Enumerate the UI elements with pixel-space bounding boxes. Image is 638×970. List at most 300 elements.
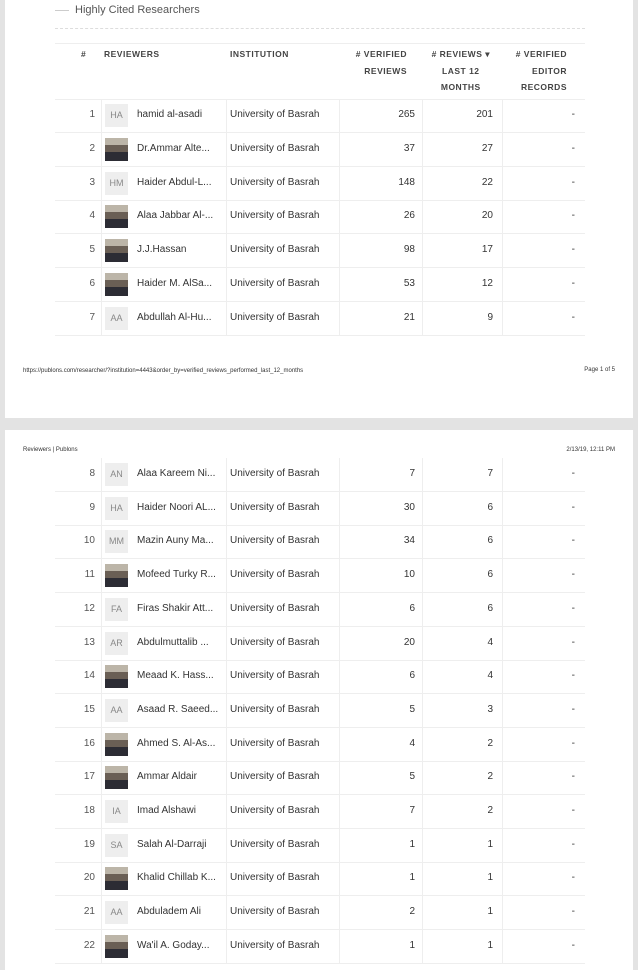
column-divider <box>226 694 227 727</box>
editor-records: - <box>571 602 575 614</box>
avatar[interactable] <box>105 867 128 890</box>
verified-reviews: 7 <box>409 468 415 479</box>
institution-link[interactable]: University of Basrah <box>230 838 320 850</box>
verified-reviews: 1 <box>409 872 415 884</box>
verified-reviews: 6 <box>409 602 415 614</box>
column-divider <box>422 627 423 660</box>
institution-link[interactable]: University of Basrah <box>230 244 320 256</box>
rank: 18 <box>83 805 95 816</box>
column-divider <box>101 896 102 929</box>
column-divider <box>422 660 423 693</box>
column-divider <box>226 200 227 233</box>
avatar[interactable] <box>105 665 128 688</box>
reviewer-name-link[interactable]: Wa'il A. Goday... <box>137 939 210 951</box>
verified-reviews: 37 <box>403 142 415 154</box>
avatar[interactable]: MM <box>105 530 128 553</box>
column-divider <box>502 234 503 267</box>
checkbox-icon[interactable] <box>55 9 69 11</box>
column-divider <box>502 525 503 558</box>
table-row <box>55 167 585 201</box>
verified-reviews: 34 <box>403 535 415 547</box>
table-row <box>55 525 585 559</box>
column-divider <box>422 268 423 301</box>
rank: 2 <box>89 142 95 154</box>
reviewer-name-link[interactable]: Mofeed Turky R... <box>137 569 216 581</box>
editor-records: - <box>571 535 575 547</box>
column-divider <box>226 133 227 166</box>
column-divider <box>502 728 503 761</box>
column-divider <box>502 694 503 727</box>
institution-link[interactable]: University of Basrah <box>230 670 320 682</box>
column-divider <box>502 761 503 794</box>
editor-records: - <box>571 670 575 682</box>
editor-records: - <box>571 569 575 581</box>
editor-records: - <box>571 244 575 256</box>
institution-link[interactable]: University of Basrah <box>230 771 320 783</box>
column-divider <box>226 268 227 301</box>
reviews-last-12: 2 <box>487 771 493 783</box>
institution-link[interactable]: University of Basrah <box>230 278 320 289</box>
rank: 22 <box>83 939 95 951</box>
institution-link[interactable]: University of Basrah <box>230 109 320 120</box>
reviews-last-12: 17 <box>481 244 493 256</box>
reviewer-name-link[interactable]: Ammar Aldair <box>137 771 198 783</box>
column-divider <box>339 728 340 761</box>
rank: 15 <box>83 703 95 715</box>
column-divider <box>101 167 102 200</box>
institution-link[interactable]: University of Basrah <box>230 939 320 951</box>
institution-link[interactable]: University of Basrah <box>230 737 320 749</box>
column-divider <box>339 525 340 558</box>
column-divider <box>339 930 340 963</box>
table-row <box>55 492 585 526</box>
column-divider <box>339 458 340 491</box>
column-divider <box>226 559 227 592</box>
reviewer-name-link[interactable]: Haider Noori AL... <box>137 501 216 513</box>
column-divider <box>339 795 340 828</box>
institution-link[interactable]: University of Basrah <box>230 569 320 581</box>
reviewer-name-link[interactable]: Abduladem Ali <box>137 906 201 918</box>
column-divider <box>101 302 102 335</box>
column-divider <box>502 200 503 233</box>
column-divider <box>422 728 423 761</box>
rank: 1 <box>89 109 95 120</box>
column-divider <box>226 862 227 895</box>
editor-records: - <box>571 838 575 850</box>
reviews-last-12: 12 <box>481 278 493 289</box>
table-row <box>55 896 585 930</box>
verified-reviews: 98 <box>403 244 415 256</box>
institution-link[interactable]: University of Basrah <box>230 602 320 614</box>
column-divider <box>226 167 227 200</box>
rank: 20 <box>83 872 95 884</box>
reviewer-name-link[interactable]: Alaa Kareem Ni... <box>137 468 216 479</box>
column-divider <box>339 99 340 132</box>
column-divider <box>226 761 227 794</box>
institution-link[interactable]: University of Basrah <box>230 142 320 154</box>
column-divider <box>339 167 340 200</box>
column-divider <box>502 862 503 895</box>
editor-records: - <box>571 176 575 188</box>
verified-reviews: 148 <box>398 176 415 188</box>
column-divider <box>101 99 102 132</box>
column-divider <box>101 593 102 626</box>
verified-reviews: 6 <box>409 670 415 682</box>
column-divider <box>226 627 227 660</box>
reviews-last-12: 3 <box>487 703 493 715</box>
column-divider <box>339 593 340 626</box>
reviews-last-12: 201 <box>476 109 493 120</box>
column-divider <box>422 234 423 267</box>
table-row <box>55 829 585 863</box>
verified-reviews: 2 <box>409 906 415 918</box>
column-divider <box>502 458 503 491</box>
avatar[interactable] <box>105 138 128 161</box>
editor-records: - <box>571 278 575 289</box>
column-divider <box>226 302 227 335</box>
reviewer-name-link[interactable]: Ahmed S. Al-As... <box>137 737 216 749</box>
verified-reviews: 26 <box>403 210 415 222</box>
page-number: Page 1 of 5 <box>584 367 615 373</box>
header-reviewers[interactable]: REVIEWERS <box>104 49 160 59</box>
rank: 3 <box>89 176 95 188</box>
reviews-last-12: 1 <box>487 872 493 884</box>
divider <box>55 28 585 29</box>
institution-link[interactable]: University of Basrah <box>230 501 320 513</box>
column-divider <box>339 761 340 794</box>
avatar[interactable] <box>105 935 128 958</box>
rank: 14 <box>83 670 95 682</box>
column-divider <box>101 862 102 895</box>
avatar[interactable]: HA <box>105 497 128 520</box>
rank: 11 <box>84 569 95 581</box>
column-divider <box>101 761 102 794</box>
column-divider <box>101 795 102 828</box>
column-divider <box>502 133 503 166</box>
column-divider <box>422 458 423 491</box>
column-divider <box>502 268 503 301</box>
institution-link[interactable]: University of Basrah <box>230 872 320 884</box>
column-divider <box>226 234 227 267</box>
column-divider <box>422 200 423 233</box>
institution-link[interactable]: University of Basrah <box>230 703 320 715</box>
editor-records: - <box>571 210 575 222</box>
column-divider <box>422 862 423 895</box>
column-divider <box>339 234 340 267</box>
column-divider <box>422 302 423 335</box>
print-page-2 <box>5 430 633 970</box>
column-divider <box>101 694 102 727</box>
reviews-last-12: 1 <box>487 838 493 850</box>
column-divider <box>339 302 340 335</box>
highly-cited-filter[interactable] <box>55 4 200 17</box>
reviews-last-12: 1 <box>487 906 493 918</box>
column-divider <box>422 829 423 862</box>
column-divider <box>226 492 227 525</box>
table-row <box>55 694 585 728</box>
column-divider <box>422 99 423 132</box>
column-divider <box>422 559 423 592</box>
column-divider <box>339 829 340 862</box>
column-divider <box>339 200 340 233</box>
header-editor-records[interactable]: # VERIFIED EDITOR RECORDS <box>515 49 567 92</box>
print-page-1 <box>5 0 633 418</box>
reviews-last-12: 7 <box>487 468 493 479</box>
institution-link[interactable]: University of Basrah <box>230 176 320 188</box>
column-divider <box>502 896 503 929</box>
avatar[interactable]: IA <box>105 800 128 823</box>
column-divider <box>502 930 503 963</box>
table-row <box>55 795 585 829</box>
column-divider <box>101 133 102 166</box>
header-reviews-last-12[interactable]: # REVIEWS ▾ LAST 12 MONTHS <box>431 49 490 92</box>
table-row <box>55 559 585 593</box>
editor-records: - <box>571 939 575 951</box>
rank: 10 <box>83 535 95 547</box>
editor-records: - <box>571 636 575 648</box>
column-divider <box>339 660 340 693</box>
rank: 19 <box>83 838 95 850</box>
reviews-last-12: 2 <box>487 805 493 816</box>
print-title: Reviewers | Publons <box>23 447 78 453</box>
verified-reviews: 4 <box>409 737 415 749</box>
table-row <box>55 200 585 234</box>
verified-reviews: 1 <box>409 838 415 850</box>
column-divider <box>226 930 227 963</box>
avatar[interactable] <box>105 239 128 262</box>
column-divider <box>101 458 102 491</box>
editor-records: - <box>571 737 575 749</box>
reviews-last-12: 27 <box>481 142 493 154</box>
reviewer-name-link[interactable]: Abdullah Al-Hu... <box>137 311 212 323</box>
column-divider <box>226 829 227 862</box>
column-divider <box>101 829 102 862</box>
column-divider <box>226 99 227 132</box>
column-divider <box>422 492 423 525</box>
reviews-last-12: 6 <box>487 602 493 614</box>
column-divider <box>339 694 340 727</box>
editor-records: - <box>571 703 575 715</box>
column-divider <box>339 559 340 592</box>
institution-link[interactable]: University of Basrah <box>230 210 320 222</box>
column-divider <box>422 167 423 200</box>
reviewer-name-link[interactable]: J.J.Hassan <box>137 244 187 256</box>
verified-reviews: 5 <box>409 771 415 783</box>
column-divider <box>422 761 423 794</box>
institution-link[interactable]: University of Basrah <box>230 468 320 479</box>
reviewer-name-link[interactable]: Haider M. AlSa... <box>137 278 213 289</box>
header-institution[interactable]: INSTITUTION <box>230 49 289 59</box>
reviewer-name-link[interactable]: Mazin Auny Ma... <box>137 535 214 547</box>
editor-records: - <box>571 501 575 513</box>
institution-link[interactable]: University of Basrah <box>230 636 320 648</box>
rank: 5 <box>89 244 95 256</box>
column-divider <box>502 593 503 626</box>
rank: 21 <box>83 906 95 918</box>
reviews-last-12: 22 <box>481 176 493 188</box>
verified-reviews: 5 <box>409 703 415 715</box>
avatar[interactable]: AR <box>105 632 128 655</box>
column-divider <box>226 660 227 693</box>
avatar[interactable]: FA <box>105 598 128 621</box>
column-divider <box>226 728 227 761</box>
editor-records: - <box>571 771 575 783</box>
column-divider <box>101 492 102 525</box>
column-divider <box>502 302 503 335</box>
reviews-last-12: 6 <box>487 535 493 547</box>
rank: 16 <box>83 737 95 749</box>
column-divider <box>502 660 503 693</box>
avatar[interactable]: HA <box>105 104 128 127</box>
column-divider <box>101 525 102 558</box>
table-row <box>55 761 585 795</box>
column-divider <box>339 268 340 301</box>
column-divider <box>339 862 340 895</box>
rank: 6 <box>89 278 95 289</box>
column-divider <box>422 593 423 626</box>
verified-reviews: 7 <box>409 805 415 816</box>
institution-link[interactable]: University of Basrah <box>230 805 320 816</box>
verified-reviews: 1 <box>409 939 415 951</box>
avatar[interactable] <box>105 564 128 587</box>
column-divider <box>502 829 503 862</box>
reviews-last-12: 4 <box>487 670 493 682</box>
reviewer-name-link[interactable]: hamid al-asadi <box>137 109 203 120</box>
table-row <box>55 627 585 661</box>
table-row <box>55 133 585 167</box>
editor-records: - <box>571 468 575 479</box>
column-divider <box>422 133 423 166</box>
column-divider <box>422 694 423 727</box>
table-row <box>55 728 585 762</box>
reviewer-name-link[interactable]: Dr.Ammar Alte... <box>137 142 210 154</box>
verified-reviews: 20 <box>403 636 415 648</box>
editor-records: - <box>571 311 575 323</box>
column-divider <box>226 458 227 491</box>
reviewer-name-link[interactable]: Firas Shakir Att... <box>137 602 214 614</box>
avatar[interactable] <box>105 273 128 296</box>
rank: 9 <box>89 501 95 513</box>
reviewer-name-link[interactable]: Abdulmuttalib ... <box>137 636 209 648</box>
avatar[interactable] <box>105 733 128 756</box>
column-divider <box>101 930 102 963</box>
table-row <box>55 268 585 302</box>
avatar[interactable] <box>105 205 128 228</box>
column-divider <box>226 593 227 626</box>
reviewer-name-link[interactable]: Asaad R. Saeed... <box>137 703 219 715</box>
column-divider <box>339 627 340 660</box>
editor-records: - <box>571 109 575 120</box>
table-row <box>55 660 585 694</box>
verified-reviews: 21 <box>403 311 415 323</box>
header-verified-reviews[interactable]: # VERIFIED REVIEWS <box>355 49 407 76</box>
reviews-last-12: 6 <box>487 501 493 513</box>
table-row <box>55 302 585 336</box>
editor-records: - <box>571 805 575 816</box>
rank: 7 <box>89 311 95 323</box>
table-row <box>55 593 585 627</box>
column-divider <box>422 795 423 828</box>
table-header <box>55 43 585 100</box>
reviews-last-12: 20 <box>481 210 493 222</box>
column-divider <box>339 133 340 166</box>
editor-records: - <box>571 142 575 154</box>
column-divider <box>502 492 503 525</box>
reviewer-name-link[interactable]: Imad Alshawi <box>137 805 196 816</box>
column-divider <box>101 268 102 301</box>
avatar[interactable]: AA <box>105 901 128 924</box>
column-divider <box>502 167 503 200</box>
avatar[interactable] <box>105 766 128 789</box>
avatar[interactable]: SA <box>105 834 128 857</box>
column-divider <box>339 492 340 525</box>
print-url: https://publons.com/researcher/?institution=4443&order_by=verified_reviews_performed_last_12_months <box>23 368 304 374</box>
column-divider <box>422 930 423 963</box>
column-divider <box>101 627 102 660</box>
column-divider <box>502 99 503 132</box>
rank: 4 <box>89 210 95 222</box>
column-divider <box>502 627 503 660</box>
rank: 8 <box>89 468 95 479</box>
header-rank: # <box>81 49 87 59</box>
column-divider <box>226 525 227 558</box>
table-row <box>55 99 585 133</box>
column-divider <box>226 795 227 828</box>
highly-cited-label: Highly Cited Researchers <box>75 4 200 16</box>
rank: 13 <box>83 636 95 648</box>
reviews-last-12: 9 <box>487 311 493 323</box>
verified-reviews: 10 <box>403 569 415 581</box>
verified-reviews: 53 <box>403 278 415 289</box>
editor-records: - <box>571 872 575 884</box>
column-divider <box>422 525 423 558</box>
institution-link[interactable]: University of Basrah <box>230 906 320 918</box>
reviewer-name-link[interactable]: Haider Abdul-L... <box>137 176 212 188</box>
reviewer-name-link[interactable]: Khalid Chillab K... <box>137 872 216 884</box>
reviewer-name-link[interactable]: Alaa Jabbar Al-... <box>137 210 214 222</box>
verified-reviews: 30 <box>403 501 415 513</box>
reviews-last-12: 4 <box>487 636 493 648</box>
column-divider <box>101 234 102 267</box>
table-row <box>55 930 585 964</box>
verified-reviews: 265 <box>398 109 415 120</box>
table-row <box>55 862 585 896</box>
column-divider <box>339 896 340 929</box>
column-divider <box>502 559 503 592</box>
institution-link[interactable]: University of Basrah <box>230 311 320 323</box>
avatar[interactable]: AN <box>105 463 128 486</box>
column-divider <box>101 660 102 693</box>
column-divider <box>101 728 102 761</box>
reviewer-name-link[interactable]: Meaad K. Hass... <box>137 670 214 682</box>
table-row <box>55 458 585 492</box>
reviewer-name-link[interactable]: Salah Al-Darraji <box>137 838 207 850</box>
reviews-last-12: 6 <box>487 569 493 581</box>
institution-link[interactable]: University of Basrah <box>230 535 320 547</box>
rank: 17 <box>83 771 95 783</box>
avatar[interactable]: HM <box>105 172 128 195</box>
avatar[interactable]: AA <box>105 307 128 330</box>
rank: 12 <box>83 602 95 614</box>
column-divider <box>502 795 503 828</box>
column-divider <box>101 559 102 592</box>
table-row <box>55 234 585 268</box>
editor-records: - <box>571 906 575 918</box>
avatar[interactable]: AA <box>105 699 128 722</box>
print-datetime: 2/13/19, 12:11 PM <box>566 447 615 453</box>
column-divider <box>422 896 423 929</box>
reviews-last-12: 2 <box>487 737 493 749</box>
